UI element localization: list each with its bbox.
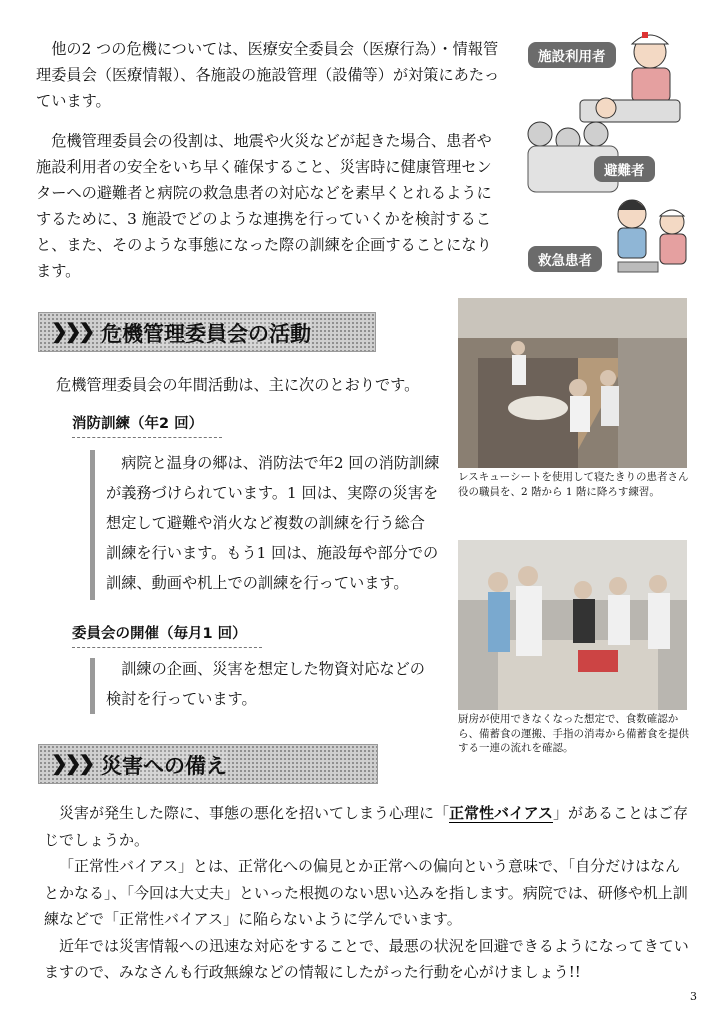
meeting-heading: [72, 622, 262, 648]
rescue-drill-photo: [458, 298, 687, 468]
roles-illustration: [520, 22, 692, 290]
fire-drill-heading-text: 消防訓練（年2 回）: [72, 416, 204, 432]
photo-caption-2: 厨房が使用できなくなった想定で、食数確認から、備蓄食の運搬、手指の消毒から備蓄食を提供する一連の流れを確認。: [458, 713, 689, 754]
bias-paragraph-2: 「正常性バイアス」とは、正常化への偏見とか正常への偏向という意味で、「自分だけはなんとかなる」、「今回は大丈夫」といった根拠のない思い込みを指します。病院では、研修や机上訓練などで「正常性バイアス」に陥らないように学んでいます。: [44, 857, 688, 928]
bias-text-before: 災害が発生した際に、事態の悪化を招いてしまう心理に「: [59, 804, 450, 822]
rescue-drill-photo-image: [458, 298, 687, 468]
role-facility-users: 施設利用者: [528, 42, 616, 68]
chevrons-icon: ❯❯❯: [51, 751, 93, 775]
bias-paragraph-3: 近年では災害情報への迅速な対応をすることで、最悪の状況を回避できるようになってきていますので、みなさんも行政無線などの情報にしたがった行動を心がけましょう!!: [44, 936, 689, 981]
role-emergency-patients: 救急患者: [528, 246, 602, 272]
page-number: 3: [690, 990, 697, 1003]
preparedness-body: [44, 800, 690, 986]
meeting-text: 訓練の企画、災害を想定した物資対応などの検討を行っています。: [106, 660, 425, 708]
fire-drill-text: 病院と温身の郷は、消防法で年2 回の消防訓練が義務づけられています。1 回は、実際の災害を想定して避難や消火など複数の訓練を行う総合訓練を行います。もう1 回は、施設毎や部分での訓練、動画や机上での訓練を行っています。: [106, 454, 440, 592]
meeting-heading-text: 委員会の開催（毎月1 回）: [72, 626, 247, 642]
section-header-activities: [38, 312, 376, 352]
bias-paragraph-1: [44, 800, 690, 853]
section-header-preparedness: [38, 744, 378, 784]
photo-caption-1: レスキューシートを使用して寝たきりの患者さん役の職員を、2 階から 1 階に降ろす練習。: [458, 471, 689, 498]
intro-paragraph-1: 他の2 つの危機については、医療安全委員会（医療行為）・情報管理委員会（医療情報）、各施設の施設管理（設備等）が対策にあたっています。: [36, 40, 500, 110]
chevrons-icon: ❯❯❯: [51, 319, 93, 343]
kitchen-drill-photo-image: [458, 540, 687, 710]
intro-paragraph-2: 危機管理委員会の役割は、地震や火災などが起きた場合、患者や施設利用者の安全をいち早く確保すること、災害時に健康管理センターへの避難者と病院の救急患者の対応などを素早くとれるようにするために、3 施設でどのような連携を行っていくかを検討すること、また、そのような事態になった際の訓練を企画することになります。: [36, 132, 492, 280]
section-title: 危機管理委員会の活動: [101, 318, 311, 348]
section-title: 災害への備え: [101, 750, 227, 780]
section-lead: 危機管理委員会の年間活動は、主に次のとおりです。: [56, 376, 420, 394]
normalcy-bias-term: 正常性バイアス: [449, 804, 553, 822]
quote-bar: [90, 450, 95, 600]
fire-drill-heading: [72, 412, 222, 438]
role-evacuees: 避難者: [594, 156, 655, 182]
bias-text-after: 」があることはご存じでしょうか。: [44, 804, 688, 849]
kitchen-drill-photo: [458, 540, 687, 710]
quote-bar: [90, 658, 95, 714]
